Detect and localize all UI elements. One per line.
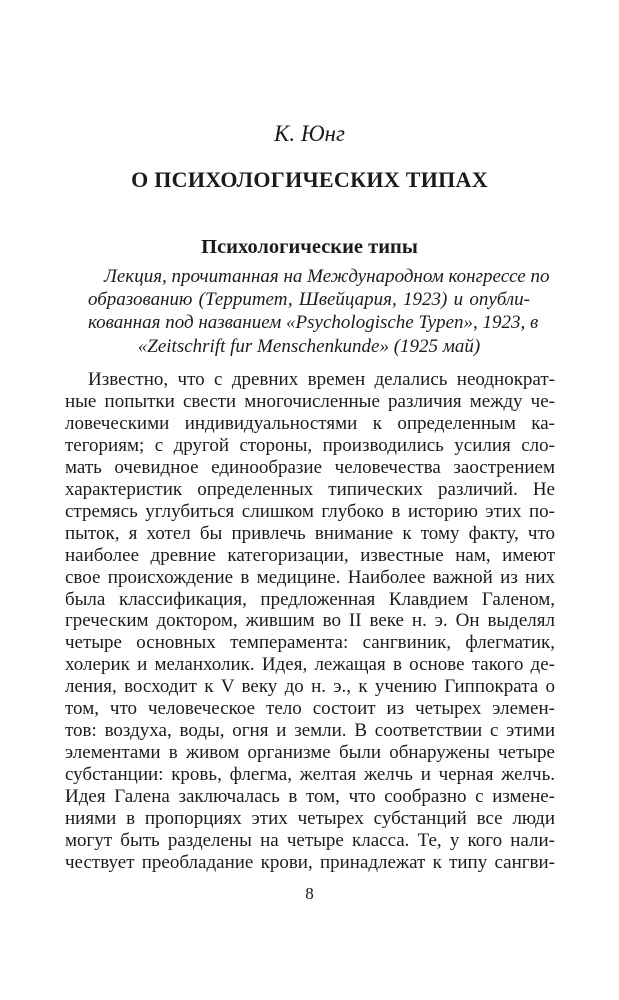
body-line: пыток, я хотел бы привлечь внимание к тому факту, что (65, 522, 555, 544)
body-line: чествует преобладание крови, принадлежат к типу сангви- (65, 851, 555, 873)
body-line: могут быть разделены на четыре класса. Те, у кого нали- (65, 830, 555, 852)
body-text (65, 369, 555, 874)
body-line: греческим доктором, жившим во II веке н. э. Он выделял (65, 610, 555, 632)
body-line: субстанции: кровь, флегма, желтая желчь и черная желчь. (65, 764, 555, 786)
body-line: мать очевидное единообразие человечества заострением (65, 456, 555, 478)
body-line: тов: воздуха, воды, огня и земли. В соответствии с этими (65, 720, 555, 742)
body-line: ниями в пропорциях этих четырех субстанций все люди (65, 808, 555, 830)
body-line: наиболее древние категоризации, известные нам, имеют (65, 544, 555, 566)
body-line: стремясь углубиться слишком глубоко в историю этих по- (65, 500, 555, 522)
body-line: свое происхождение в медицине. Наиболее важной из них (65, 566, 555, 588)
body-line: была классификация, предложенная Клавдием Галеном, (65, 588, 555, 610)
body-line: тегориям; с другой стороны, производились усилия сло- (65, 434, 555, 456)
body-line: ловеческими индивидуальностями к определенным ка- (65, 412, 555, 434)
chapter-title: Психологические типы (201, 236, 418, 258)
epigraph-line: «Zeitschrift fur Menschenkunde» (1925 май) (137, 335, 481, 357)
body-line: Известно, что с древних времен делались неоднократ- (88, 369, 555, 390)
body-line: ные попытки свести многочисленные различия между че- (65, 390, 555, 412)
epigraph-line: кованная под названием «Psychologische Typen», 1923, в (88, 312, 539, 334)
book-title: О ПСИХОЛОГИЧЕСКИХ ТИПАХ (131, 167, 488, 192)
body-line: ления, восходит к V веку до н. э., к учению Гиппократа о (65, 676, 555, 698)
body-line: холерик и меланхолик. Идея, лежащая в основе такого де- (65, 654, 555, 676)
author-heading: К. Юнг (274, 121, 345, 146)
body-line: четыре основных темперамента: сангвиник, флегматик, (65, 632, 555, 654)
body-line: характеристик определенных типических различий. Не (65, 478, 555, 500)
epigraph-line: Лекция, прочитанная на Международном конгрессе по (104, 266, 550, 287)
epigraph-line: образованию (Территет, Швейцария, 1923) и опубли- (88, 289, 530, 311)
page-number: 8 (305, 884, 314, 903)
epigraph (88, 265, 550, 358)
body-line: том, что человеческое тело состоит из четырех элемен- (65, 698, 555, 720)
body-line: Идея Галена заключалась в том, что сообразно с измене- (65, 786, 555, 808)
body-line: элементами в живом организме были обнаружены четыре (65, 742, 555, 764)
